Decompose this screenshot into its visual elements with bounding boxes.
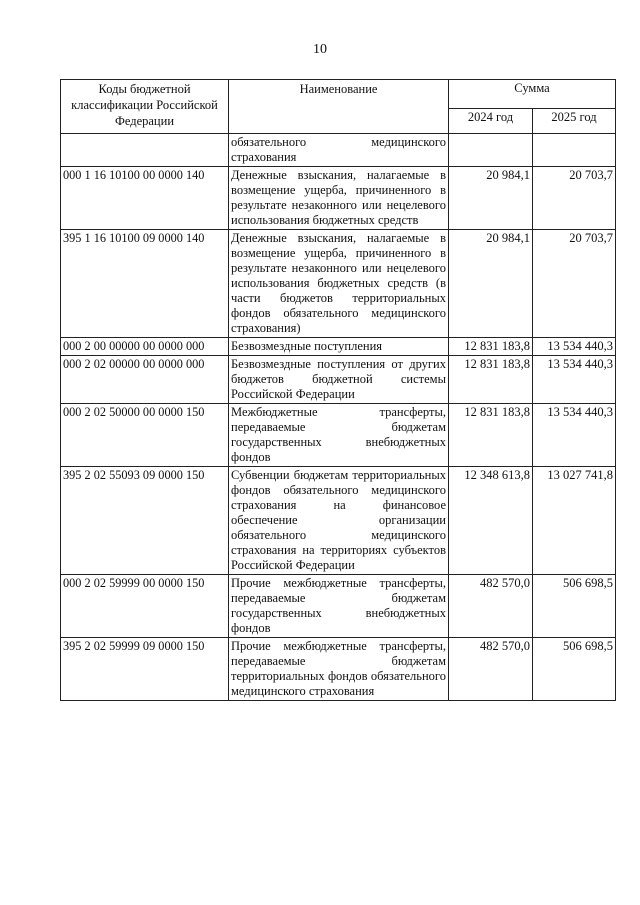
page-number: 10 xyxy=(313,42,327,57)
row-value-2024: 482 570,0 xyxy=(449,575,533,638)
header-year-2025: 2025 год xyxy=(533,109,616,134)
table-row xyxy=(61,230,616,338)
row-name: Субвенции бюджетам территориальных фондов обязательного медицинского страхования на финансовое обеспечение организации обязательного медицинского страхования на территориях субъектов Российской Федерации xyxy=(229,467,449,575)
row-value-2025: 13 534 440,3 xyxy=(533,338,616,356)
table-row xyxy=(61,467,616,575)
row-name: Денежные взыскания, налагаемые в возмещение ущерба, причиненного в результате незаконного или нецелевого использования бюджетных средств xyxy=(229,167,449,230)
header-sum: Сумма xyxy=(449,80,616,109)
row-value-2024 xyxy=(449,134,533,167)
row-value-2024: 20 984,1 xyxy=(449,167,533,230)
header-year-2024: 2024 год xyxy=(449,109,533,134)
row-value-2025: 506 698,5 xyxy=(533,575,616,638)
row-value-2025: 20 703,7 xyxy=(533,230,616,338)
table-row xyxy=(61,167,616,230)
row-value-2025: 13 027 741,8 xyxy=(533,467,616,575)
row-value-2025: 20 703,7 xyxy=(533,167,616,230)
budget-table xyxy=(60,79,616,701)
header-code: Коды бюджетной классификации Российской Федерации xyxy=(61,80,229,134)
row-value-2024: 12 348 613,8 xyxy=(449,467,533,575)
row-code xyxy=(61,134,229,167)
row-name: Прочие межбюджетные трансферты, передаваемые бюджетам государственных внебюджетных фондов xyxy=(229,575,449,638)
row-code: 395 1 16 10100 09 0000 140 xyxy=(61,230,229,338)
table-row xyxy=(61,575,616,638)
table-row xyxy=(61,404,616,467)
row-value-2024: 482 570,0 xyxy=(449,638,533,701)
header-name: Наименование xyxy=(229,80,449,134)
row-value-2024: 12 831 183,8 xyxy=(449,356,533,404)
row-value-2025: 506 698,5 xyxy=(533,638,616,701)
row-code: 000 2 02 50000 00 0000 150 xyxy=(61,404,229,467)
row-name: обязательного медицинского страхования xyxy=(229,134,449,167)
row-name: Безвозмездные поступления xyxy=(229,338,449,356)
table-row xyxy=(61,338,616,356)
table-row xyxy=(61,356,616,404)
row-code: 395 2 02 59999 09 0000 150 xyxy=(61,638,229,701)
row-value-2025: 13 534 440,3 xyxy=(533,356,616,404)
table-row xyxy=(61,134,616,167)
row-code: 000 2 02 59999 00 0000 150 xyxy=(61,575,229,638)
row-code: 395 2 02 55093 09 0000 150 xyxy=(61,467,229,575)
row-value-2025 xyxy=(533,134,616,167)
row-name: Безвозмездные поступления от других бюджетов бюджетной системы Российской Федерации xyxy=(229,356,449,404)
row-value-2024: 12 831 183,8 xyxy=(449,338,533,356)
row-value-2025: 13 534 440,3 xyxy=(533,404,616,467)
row-code: 000 2 02 00000 00 0000 000 xyxy=(61,356,229,404)
row-name: Прочие межбюджетные трансферты, передаваемые бюджетам территориальных фондов обязательного медицинского страхования xyxy=(229,638,449,701)
row-name: Денежные взыскания, налагаемые в возмещение ущерба, причиненного в результате незаконного или нецелевого использования бюджетных средств (в части бюджетов территориальных фондов обязательного медицинского страхования) xyxy=(229,230,449,338)
row-value-2024: 20 984,1 xyxy=(449,230,533,338)
row-code: 000 2 00 00000 00 0000 000 xyxy=(61,338,229,356)
row-code: 000 1 16 10100 00 0000 140 xyxy=(61,167,229,230)
table-header-row xyxy=(61,80,616,109)
row-name: Межбюджетные трансферты, передаваемые бюджетам государственных внебюджетных фондов xyxy=(229,404,449,467)
row-value-2024: 12 831 183,8 xyxy=(449,404,533,467)
table-row xyxy=(61,638,616,701)
